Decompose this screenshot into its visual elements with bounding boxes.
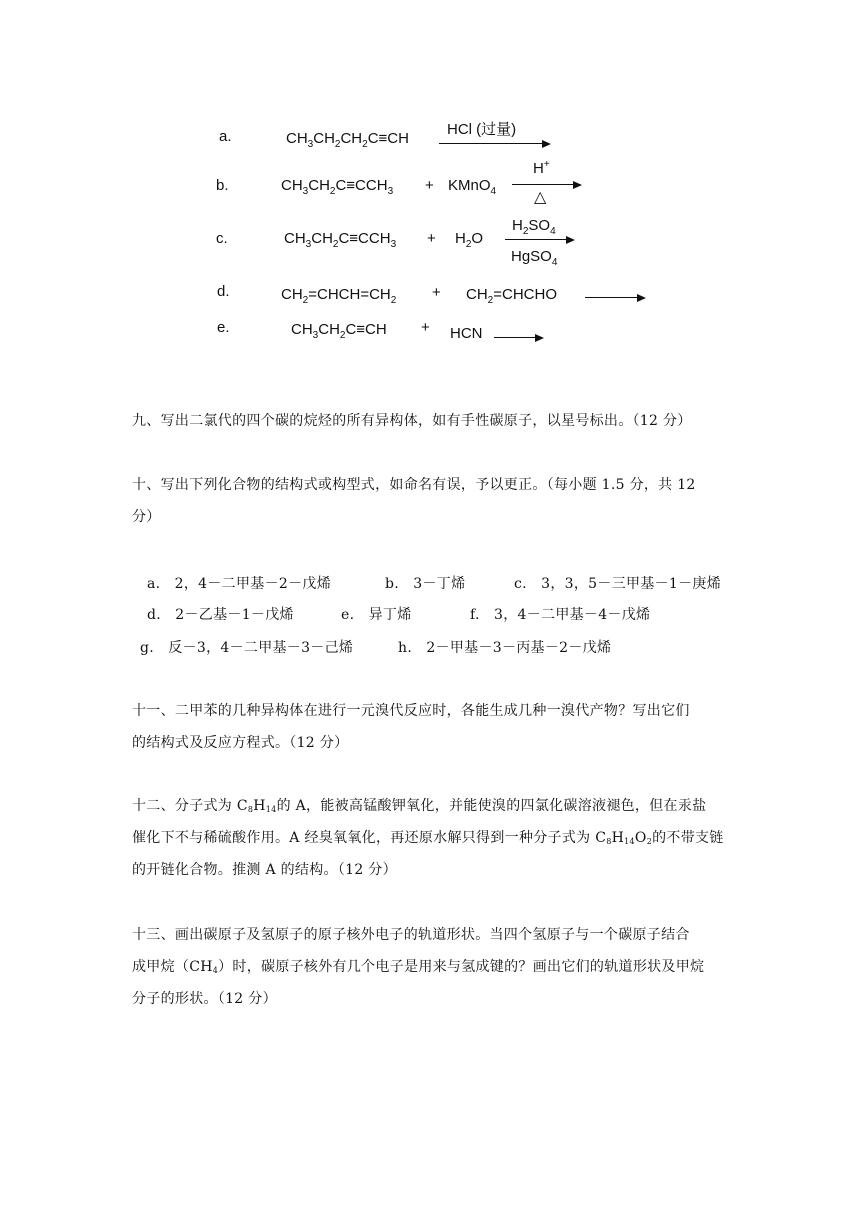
q10-item-d: d. 2－乙基－1－戊烯 xyxy=(147,607,294,623)
reaction-b-reagent: KMnO$_4$ xyxy=(448,177,497,197)
question-10-line-2: 分） xyxy=(132,509,161,525)
reaction-a-label: a. xyxy=(219,128,232,145)
reaction-d-plus: + xyxy=(432,284,441,301)
reaction-a-condition: HCl (过量) xyxy=(447,121,517,138)
reaction-b-heat-symbol: △ xyxy=(534,189,547,206)
question-13-line-3: 分子的形状。（12 分） xyxy=(132,991,277,1007)
reaction-d-reactant: $CH_2=CHCH=CH_2$ xyxy=(281,286,397,306)
reaction-c-reactant: $CH_3CH_2C\equiv CCH_3$ xyxy=(284,230,397,250)
question-12-line-2: 催化下不与稀硫酸作用。A 经臭氧氧化，再还原水解只得到一种分子式为 C8H14O2的不带支链 xyxy=(132,830,724,846)
reaction-a-reactant: $CH_3CH_2CH_2C\equiv CH$ xyxy=(286,130,409,150)
reaction-e-arrow xyxy=(494,337,542,338)
question-13-line-2: 成甲烷（CH4）时，碳原子核外有几个电子是用来与氢成键的？画出它们的轨道形状及甲烷 xyxy=(132,959,705,975)
q10-item-a: a. 2，4－二甲基－2－戊烯 xyxy=(147,576,331,592)
reaction-e-plus: + xyxy=(421,319,430,336)
reaction-b-label: b. xyxy=(216,177,229,194)
reaction-e-reactant: $CH_3CH_2C\equiv CH$ xyxy=(291,321,387,341)
reaction-b-arrow xyxy=(512,184,580,185)
q10-item-b: b. 3－丁烯 xyxy=(385,576,466,592)
reaction-c-plus: + xyxy=(427,230,436,247)
reaction-b-catalyst: H+ xyxy=(533,159,550,177)
reaction-b-reactant: $CH_3CH_2C\equiv CCH_3$ xyxy=(281,177,394,197)
q10-item-f: f. 3，4－二甲基－4－戊烯 xyxy=(470,607,651,623)
reaction-c-reagent: $H_2O$ xyxy=(455,230,484,250)
reaction-e-label: e. xyxy=(217,319,230,336)
reaction-d-label: d. xyxy=(217,283,230,300)
reaction-c-arrow xyxy=(505,239,573,240)
reaction-c-catalyst-below: HgSO$_4$ xyxy=(511,248,558,268)
reaction-c-catalyst-above: $H_2SO_4$ xyxy=(512,217,556,237)
q10-item-e: e. 异丁烯 xyxy=(341,607,412,623)
question-12-line-3: 的开链化合物。推测 A 的结构。（12 分） xyxy=(132,862,397,878)
question-10-line-1: 十、写出下列化合物的结构式或构型式，如命名有误，予以更正。（每小题 1.5 分，共 12 xyxy=(132,477,696,493)
question-11-line-2: 的结构式及反应方程式。（12 分） xyxy=(132,735,349,751)
q10-item-g: g. 反－3，4－二甲基－3－己烯 xyxy=(140,640,354,656)
reaction-a-arrow xyxy=(439,143,549,144)
question-13-line-1: 十三、画出碳原子及氢原子的原子核外电子的轨道形状。当四个氢原子与一个碳原子结合 xyxy=(132,927,690,943)
reaction-d-arrow xyxy=(585,297,644,298)
reaction-c-label: c. xyxy=(216,230,228,247)
question-9: 九、写出二氯代的四个碳的烷烃的所有异构体，如有手性碳原子，以星号标出。（12 分） xyxy=(132,413,692,429)
q10-item-c: c. 3，3，5－三甲基－1－庚烯 xyxy=(514,576,721,592)
reaction-e-reagent: HCN xyxy=(450,325,483,342)
reaction-b-plus: + xyxy=(425,177,434,194)
question-12-line-1: 十二、分子式为 C8H14的 A，能被高锰酸钾氧化，并能使溴的四氯化碳溶液褪色，但在汞盐 xyxy=(132,798,707,814)
question-11-line-1: 十一、二甲苯的几种异构体在进行一元溴代反应时，各能生成几种一溴代产物？写出它们 xyxy=(132,703,690,719)
reaction-d-reagent: $CH_2=CHCHO$ xyxy=(466,286,557,306)
q10-item-h: h. 2－甲基－3－丙基－2－戊烯 xyxy=(398,640,612,656)
